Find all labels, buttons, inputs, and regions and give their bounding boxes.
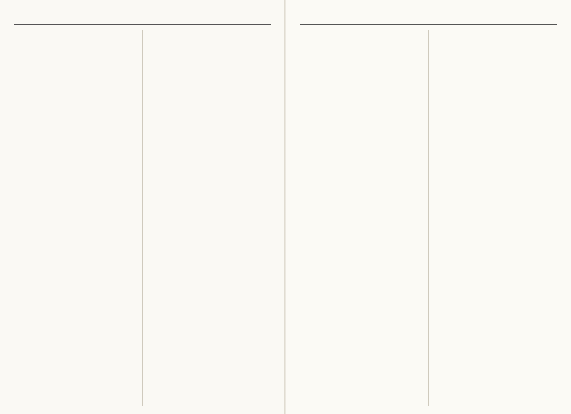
left-page-column-right (151, 30, 271, 406)
left-page (0, 0, 285, 414)
right-header-rule (300, 24, 557, 25)
left-column-divider (142, 30, 143, 406)
left-page-header (14, 8, 271, 22)
left-header-rule (14, 24, 271, 25)
right-page-header (300, 8, 557, 22)
right-column-divider (428, 30, 429, 406)
right-page-column-right (437, 30, 557, 406)
right-page-column-left (300, 30, 420, 406)
left-page-column-left (14, 30, 134, 406)
right-page (286, 0, 571, 414)
